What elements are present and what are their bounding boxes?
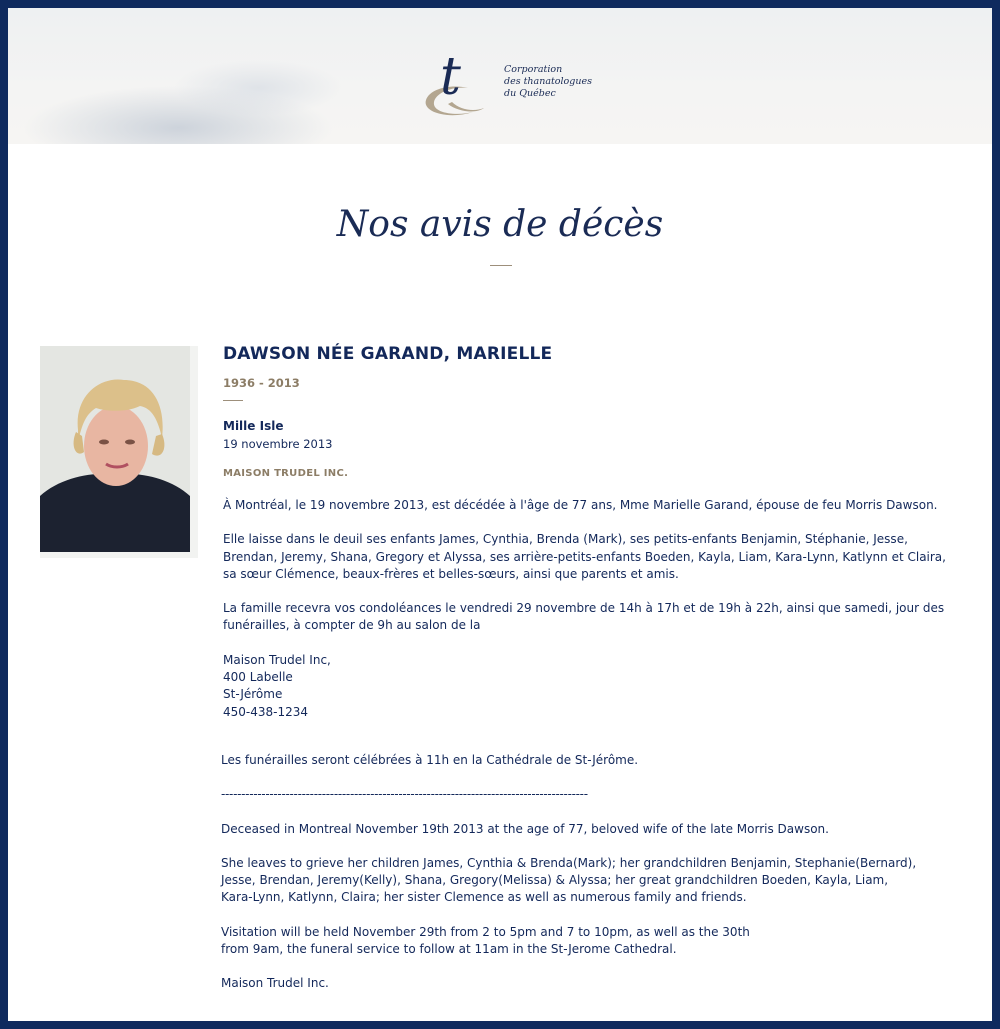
location: Mille Isle [223, 419, 284, 433]
funeral-home-link[interactable]: MAISON TRUDEL INC. [223, 468, 349, 479]
logo-text [504, 64, 592, 100]
page-title: Nos avis de décès [336, 204, 664, 245]
notice-paragraph: Elle laisse dans le deuil ses enfants James, Cynthia, Brenda (Mark), ses petits-enfants Benjamin, Stéphanie, Jesse, Brendan, Jeremy, Shana, Gregory et Alyssa, ses arrière-petits-enfants Boeden, Kayla, Liam, Kara-Lynn, Katlynn et Claira, sa sœur Clémence, beaux-frères et belles-sœurs, ainsi que parents et amis. [223, 532, 946, 581]
deceased-photo [40, 346, 198, 558]
site-logo[interactable] [418, 42, 598, 122]
page-frame [8, 8, 992, 1021]
funeral-paragraph: Les funérailles seront célébrées à 11h en la Cathédrale de St-Jérôme. [221, 753, 639, 767]
logo-letter: t [440, 47, 461, 107]
notice-paragraph: Deceased in Montreal November 19th 2013 at the age of 77, beloved wife of the late Morris Dawson. [221, 821, 829, 836]
portrait-image [40, 346, 198, 558]
title-divider [490, 265, 512, 266]
logo-line: du Québec [504, 88, 556, 99]
logo-t-icon [418, 42, 488, 122]
notice-paragraph: La famille recevra vos condoléances le vendredi 29 novembre de 14h à 17h et de 19h à 22h, ainsi que samedi, jour des funérailles, à compter de 9h au salon de la [223, 601, 945, 633]
english-notice [221, 752, 961, 1010]
death-date: 19 novembre 2013 [223, 437, 333, 451]
phone-number: 450-438-1234 [223, 704, 309, 719]
notice-paragraph: Visitation will be held November 29th from 2 to 5pm and 7 to 10pm, as well as the 30th from 9am, the funeral service to follow at 11am in the St-Jerome Cathedral. [221, 924, 750, 957]
french-notice [223, 497, 963, 721]
deceased-name: DAWSON NÉE GARAND, MARIELLE [223, 344, 553, 364]
address-line: St-Jérôme [223, 687, 283, 702]
separator-line: ------------------------------------------------------------------------------------------- [221, 787, 588, 802]
logo-line: Corporation [504, 64, 563, 75]
address-line: 400 Labelle [223, 670, 293, 685]
name-divider [223, 400, 243, 401]
logo-line: des thanatologues [504, 76, 592, 87]
address-line: Maison Trudel Inc, [223, 652, 331, 667]
obituary-content [223, 344, 983, 721]
life-years: 1936 - 2013 [223, 376, 300, 390]
header-banner [8, 8, 992, 144]
notice-paragraph: Maison Trudel Inc. [221, 976, 329, 991]
funeral-home-address [223, 652, 963, 721]
notice-paragraph: À Montréal, le 19 novembre 2013, est décédée à l'âge de 77 ans, Mme Marielle Garand, épouse de feu Morris Dawson. [223, 498, 938, 512]
notice-paragraph: She leaves to grieve her children James, Cynthia & Brenda(Mark); her grandchildren Benjamin, Stephanie(Bernard), Jesse, Brendan, Jeremy(Kelly), Shana, Gregory(Melissa) & Alyssa; her great grandchildren Boeden, Kayla, Liam, Kara-Lynn, Katlynn, Claira; her sister Clemence as well as numerous family and friends. [221, 855, 917, 905]
